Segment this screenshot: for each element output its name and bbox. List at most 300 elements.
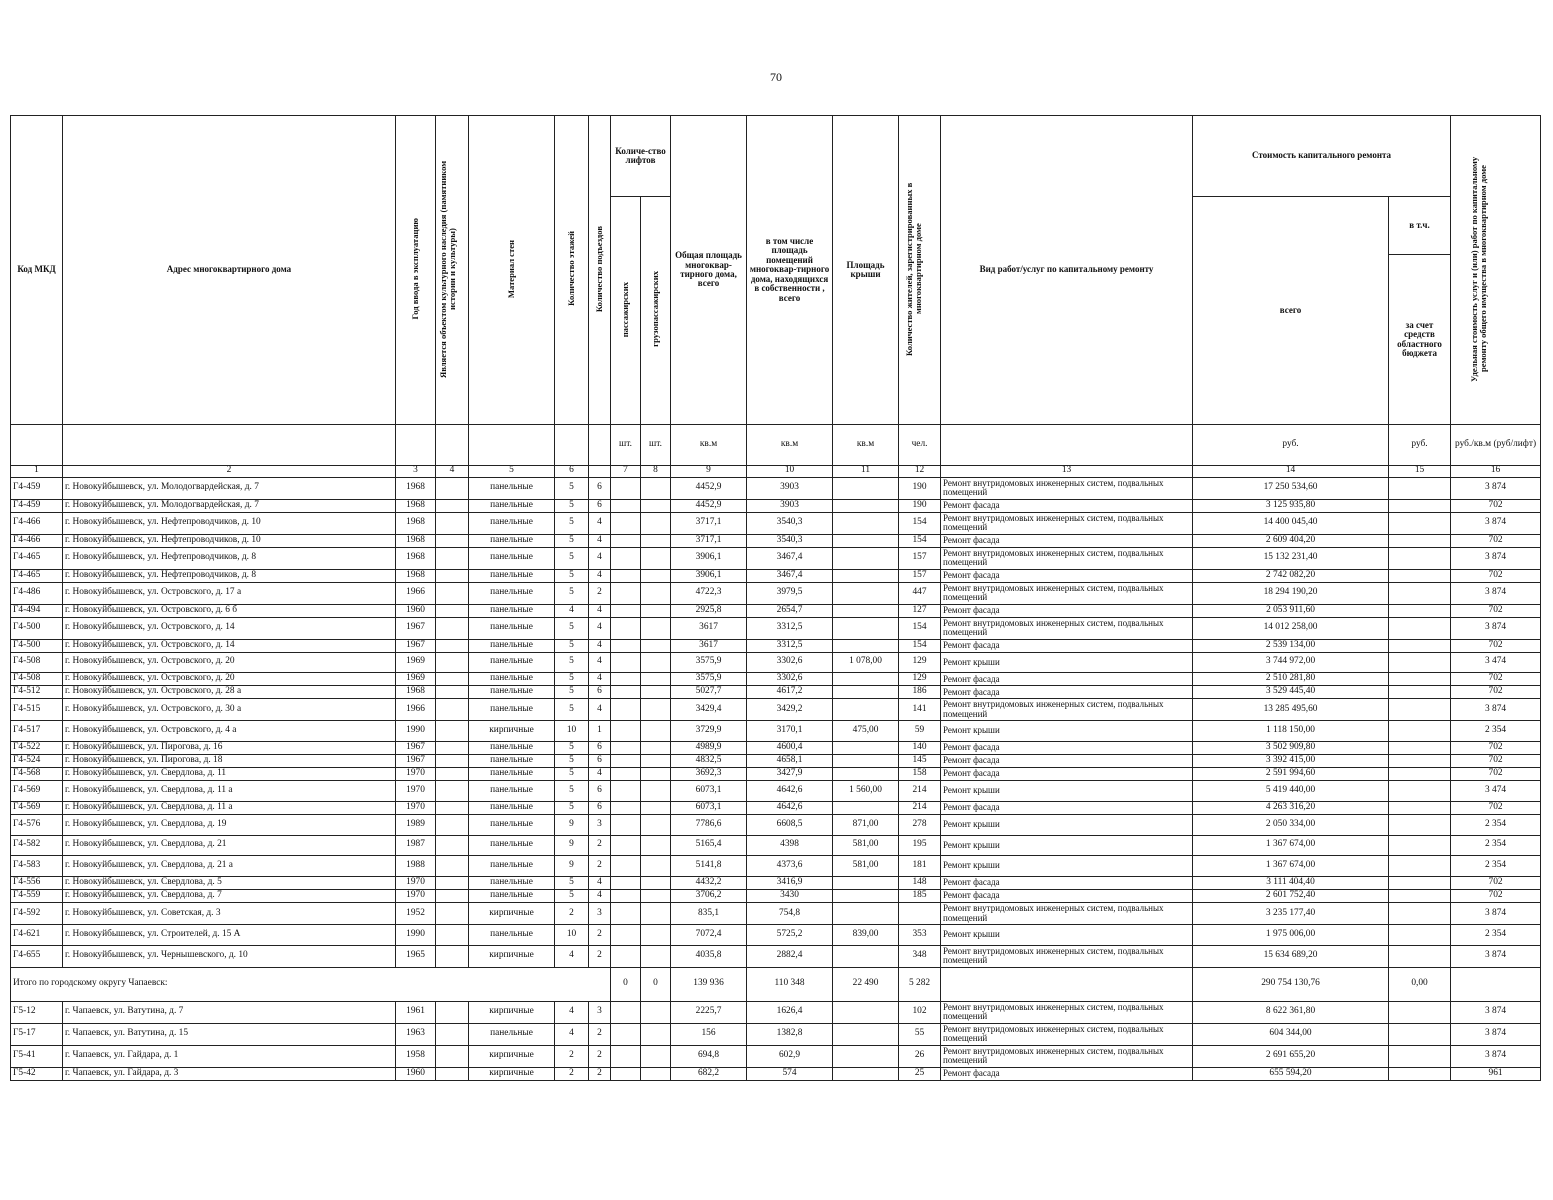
cell-code: Г4-459 bbox=[11, 477, 63, 499]
cell-unit-cost: 3 474 bbox=[1451, 781, 1541, 802]
cell-unit-cost: 3 874 bbox=[1451, 477, 1541, 499]
cell-lifts-cargo bbox=[641, 686, 671, 699]
cell-cost-total: 655 594,20 bbox=[1193, 1067, 1389, 1080]
cell-lifts-pass bbox=[611, 1045, 641, 1067]
cell-code: Г4-494 bbox=[11, 604, 63, 617]
cell-entrances: 4 bbox=[589, 877, 611, 890]
cell-lifts-pass bbox=[611, 925, 641, 946]
unit-cost-total: руб. bbox=[1193, 425, 1389, 466]
cell-year: 1965 bbox=[396, 945, 436, 967]
cell-work: Ремонт крыши bbox=[941, 856, 1193, 877]
cell-entrances: 4 bbox=[589, 569, 611, 582]
cell-roof-area bbox=[833, 617, 899, 639]
hdr-code: Код МКД bbox=[11, 116, 63, 425]
cell-unit-cost: 702 bbox=[1451, 673, 1541, 686]
cell-premises-area: 3903 bbox=[747, 499, 833, 512]
cell-floors: 5 bbox=[555, 755, 589, 768]
cell-code: Г4-459 bbox=[11, 499, 63, 512]
cell-roof-area: 1 560,00 bbox=[833, 781, 899, 802]
cell-year: 1987 bbox=[396, 835, 436, 856]
cell-address: г. Новокуйбышевск, ул. Советская, д. 3 bbox=[63, 903, 396, 925]
cell-walls: панельные bbox=[469, 925, 555, 946]
cell-work: Ремонт фасада bbox=[941, 801, 1193, 814]
cell-total-area: 7786,6 bbox=[671, 814, 747, 835]
cell-roof-area bbox=[833, 604, 899, 617]
cell-cost-total: 3 502 909,80 bbox=[1193, 742, 1389, 755]
cell-cost-total: 13 285 495,60 bbox=[1193, 699, 1389, 721]
cell-residents: 127 bbox=[899, 604, 941, 617]
column-number bbox=[589, 465, 611, 477]
cell-premises-area: 754,8 bbox=[747, 903, 833, 925]
cell-premises-area: 3467,4 bbox=[747, 547, 833, 569]
cell-total-area: 4452,9 bbox=[671, 477, 747, 499]
cell-address: г. Новокуйбышевск, ул. Пирогова, д. 18 bbox=[63, 755, 396, 768]
cell-heritage bbox=[436, 742, 469, 755]
total-label: Итого по городскому округу Чапаевск: bbox=[11, 967, 611, 1001]
cell-residents: 145 bbox=[899, 755, 941, 768]
cell-entrances: 2 bbox=[589, 582, 611, 604]
cell-roof-area bbox=[833, 673, 899, 686]
cell-residents bbox=[899, 903, 941, 925]
cell-floors: 2 bbox=[555, 1067, 589, 1080]
cell-floors: 5 bbox=[555, 512, 589, 534]
cell-work: Ремонт внутридомовых инженерных систем, подвальных помещений bbox=[941, 1001, 1193, 1023]
cell-heritage bbox=[436, 835, 469, 856]
cell-floors: 5 bbox=[555, 699, 589, 721]
cell-residents: 59 bbox=[899, 721, 941, 742]
cell-code: Г4-592 bbox=[11, 903, 63, 925]
cell-code: Г4-466 bbox=[11, 534, 63, 547]
cell-heritage bbox=[436, 877, 469, 890]
cell-roof-area bbox=[833, 547, 899, 569]
table-row bbox=[11, 856, 1541, 877]
cell-work: Ремонт внутридомовых инженерных систем, подвальных помещений bbox=[941, 582, 1193, 604]
cell-unit-cost: 3 874 bbox=[1451, 582, 1541, 604]
cell-entrances: 4 bbox=[589, 604, 611, 617]
cell-floors: 5 bbox=[555, 639, 589, 652]
cell-lifts-cargo bbox=[641, 617, 671, 639]
cell-walls: кирпичные bbox=[469, 1001, 555, 1023]
cell-year: 1958 bbox=[396, 1045, 436, 1067]
cell-lifts-pass bbox=[611, 673, 641, 686]
cell-regional bbox=[1389, 569, 1451, 582]
cell-premises-area: 2882,4 bbox=[747, 945, 833, 967]
cell-cost-total: 3 111 404,40 bbox=[1193, 877, 1389, 890]
cell-unit-cost: 702 bbox=[1451, 801, 1541, 814]
cell-lifts-pass bbox=[611, 512, 641, 534]
cell-year: 1968 bbox=[396, 686, 436, 699]
cell-address: г. Новокуйбышевск, ул. Пирогова, д. 16 bbox=[63, 742, 396, 755]
cell-walls: панельные bbox=[469, 686, 555, 699]
cell-walls: кирпичные bbox=[469, 1067, 555, 1080]
cell-roof-area bbox=[833, 499, 899, 512]
cell-walls: панельные bbox=[469, 890, 555, 903]
cell-address: г. Чапаевск, ул. Гайдара, д. 1 bbox=[63, 1045, 396, 1067]
cell-residents: 129 bbox=[899, 673, 941, 686]
cell-year: 1970 bbox=[396, 801, 436, 814]
cell-heritage bbox=[436, 1001, 469, 1023]
cell-lifts-pass bbox=[611, 755, 641, 768]
cell-year: 1963 bbox=[396, 1023, 436, 1045]
cell-cost-total: 1 367 674,00 bbox=[1193, 856, 1389, 877]
cell-walls: панельные bbox=[469, 877, 555, 890]
cell-walls: панельные bbox=[469, 547, 555, 569]
cell-total-area: 3906,1 bbox=[671, 569, 747, 582]
cell-residents: 154 bbox=[899, 639, 941, 652]
cell-code: Г4-569 bbox=[11, 781, 63, 802]
cell-floors: 5 bbox=[555, 652, 589, 673]
cell-walls: панельные bbox=[469, 781, 555, 802]
cell-lifts-pass bbox=[611, 652, 641, 673]
cell-lifts-cargo bbox=[641, 768, 671, 781]
column-number: 7 bbox=[611, 465, 641, 477]
cell-regional bbox=[1389, 856, 1451, 877]
cell-residents: 157 bbox=[899, 569, 941, 582]
cell-entrances: 6 bbox=[589, 755, 611, 768]
cell-heritage bbox=[436, 945, 469, 967]
cell-lifts-pass bbox=[611, 945, 641, 967]
cell-unit-cost: 702 bbox=[1451, 686, 1541, 699]
cell-entrances: 2 bbox=[589, 856, 611, 877]
cell-residents: 185 bbox=[899, 890, 941, 903]
cell-unit-cost: 702 bbox=[1451, 499, 1541, 512]
cell-code: Г4-621 bbox=[11, 925, 63, 946]
cell-work: Ремонт внутридомовых инженерных систем, подвальных помещений bbox=[941, 699, 1193, 721]
cell-premises-area: 4617,2 bbox=[747, 686, 833, 699]
cell-year: 1968 bbox=[396, 477, 436, 499]
cell-roof-area bbox=[833, 686, 899, 699]
cell-year: 1969 bbox=[396, 673, 436, 686]
cell-lifts-cargo bbox=[641, 814, 671, 835]
cell-total-area: 2925,8 bbox=[671, 604, 747, 617]
cell-address: г. Новокуйбышевск, ул. Строителей, д. 15 А bbox=[63, 925, 396, 946]
table-row bbox=[11, 1023, 1541, 1045]
column-number: 9 bbox=[671, 465, 747, 477]
cell-address: г. Новокуйбышевск, ул. Свердлова, д. 11 bbox=[63, 768, 396, 781]
cell-total-area: 6073,1 bbox=[671, 801, 747, 814]
cell-total-area: 3575,9 bbox=[671, 652, 747, 673]
cell-cost-total: 15 132 231,40 bbox=[1193, 547, 1389, 569]
cell-entrances: 2 bbox=[589, 1045, 611, 1067]
cell-address: г. Чапаевск, ул. Гайдара, д. 3 bbox=[63, 1067, 396, 1080]
table-row bbox=[11, 499, 1541, 512]
cell-regional bbox=[1389, 755, 1451, 768]
cell-roof-area bbox=[833, 1001, 899, 1023]
cell-unit-cost: 702 bbox=[1451, 890, 1541, 903]
cell-residents: 214 bbox=[899, 801, 941, 814]
cell-floors: 5 bbox=[555, 801, 589, 814]
hdr-cost-total: всего bbox=[1193, 197, 1389, 425]
cell-cost-total: 2 609 404,20 bbox=[1193, 534, 1389, 547]
column-number-row bbox=[11, 465, 1541, 477]
cell-lifts-cargo bbox=[641, 547, 671, 569]
cell-year: 1966 bbox=[396, 699, 436, 721]
cell-roof-area: 839,00 bbox=[833, 925, 899, 946]
cell-walls: панельные bbox=[469, 512, 555, 534]
cell-heritage bbox=[436, 1067, 469, 1080]
cell-address: г. Новокуйбышевск, ул. Островского, д. 20 bbox=[63, 652, 396, 673]
cell-code: Г4-569 bbox=[11, 801, 63, 814]
cell-roof-area: 581,00 bbox=[833, 835, 899, 856]
cell-year: 1968 bbox=[396, 512, 436, 534]
cell-residents: 157 bbox=[899, 547, 941, 569]
cell-lifts-cargo bbox=[641, 1067, 671, 1080]
cell-year: 1960 bbox=[396, 604, 436, 617]
cell-regional bbox=[1389, 925, 1451, 946]
table-row bbox=[11, 1067, 1541, 1080]
cell-heritage bbox=[436, 856, 469, 877]
cell-premises-area: 4642,6 bbox=[747, 781, 833, 802]
cell-walls: панельные bbox=[469, 856, 555, 877]
cell-lifts-cargo bbox=[641, 945, 671, 967]
cell-address: г. Новокуйбышевск, ул. Островского, д. 4 а bbox=[63, 721, 396, 742]
cell-lifts-cargo bbox=[641, 673, 671, 686]
cell-address: г. Новокуйбышевск, ул. Свердлова, д. 11 а bbox=[63, 801, 396, 814]
cell-code: Г4-508 bbox=[11, 652, 63, 673]
cell-address: г. Новокуйбышевск, ул. Островского, д. 6 б bbox=[63, 604, 396, 617]
cell-walls: панельные bbox=[469, 801, 555, 814]
cell-heritage bbox=[436, 639, 469, 652]
table-row bbox=[11, 639, 1541, 652]
total-area: 139 936 bbox=[671, 967, 747, 1001]
cell-address: г. Новокуйбышевск, ул. Нефтепроводчиков, д. 8 bbox=[63, 547, 396, 569]
cell-entrances: 3 bbox=[589, 903, 611, 925]
cell-residents: 195 bbox=[899, 835, 941, 856]
column-number: 10 bbox=[747, 465, 833, 477]
cell-lifts-cargo bbox=[641, 534, 671, 547]
cell-entrances: 2 bbox=[589, 1023, 611, 1045]
cell-floors: 5 bbox=[555, 477, 589, 499]
cell-residents: 141 bbox=[899, 699, 941, 721]
cell-year: 1960 bbox=[396, 1067, 436, 1080]
cell-total-area: 156 bbox=[671, 1023, 747, 1045]
cell-walls: панельные bbox=[469, 569, 555, 582]
cell-heritage bbox=[436, 814, 469, 835]
cell-premises-area: 3979,5 bbox=[747, 582, 833, 604]
cell-code: Г5-12 bbox=[11, 1001, 63, 1023]
cell-lifts-pass bbox=[611, 1001, 641, 1023]
cell-code: Г4-515 bbox=[11, 699, 63, 721]
page-number: 70 bbox=[770, 70, 782, 84]
cell-cost-total: 3 529 445,40 bbox=[1193, 686, 1389, 699]
cell-lifts-pass bbox=[611, 1067, 641, 1080]
cell-lifts-pass bbox=[611, 569, 641, 582]
cell-premises-area: 3467,4 bbox=[747, 569, 833, 582]
cell-walls: панельные bbox=[469, 699, 555, 721]
cell-heritage bbox=[436, 781, 469, 802]
cell-floors: 5 bbox=[555, 547, 589, 569]
cell-total-area: 3617 bbox=[671, 617, 747, 639]
cell-residents: 190 bbox=[899, 477, 941, 499]
cell-address: г. Новокуйбышевск, ул. Свердлова, д. 21 а bbox=[63, 856, 396, 877]
cell-unit-cost: 702 bbox=[1451, 534, 1541, 547]
cell-total-area: 6073,1 bbox=[671, 781, 747, 802]
hdr-residents: Количество жителей, зарегистрированных в многоквартирном доме bbox=[903, 182, 923, 356]
cell-premises-area: 4642,6 bbox=[747, 801, 833, 814]
hdr-roof-area: Площадь крыши bbox=[833, 116, 899, 425]
cell-roof-area bbox=[833, 945, 899, 967]
cell-floors: 5 bbox=[555, 499, 589, 512]
cell-year: 1968 bbox=[396, 534, 436, 547]
cell-work: Ремонт фасада bbox=[941, 1067, 1193, 1080]
cell-walls: панельные bbox=[469, 639, 555, 652]
cell-walls: панельные bbox=[469, 477, 555, 499]
cell-work: Ремонт крыши bbox=[941, 781, 1193, 802]
total-premises-area: 110 348 bbox=[747, 967, 833, 1001]
cell-work: Ремонт крыши bbox=[941, 925, 1193, 946]
total-cost: 290 754 130,76 bbox=[1193, 967, 1389, 1001]
cell-heritage bbox=[436, 534, 469, 547]
cell-total-area: 5141,8 bbox=[671, 856, 747, 877]
cell-year: 1970 bbox=[396, 768, 436, 781]
cell-cost-total: 2 053 911,60 bbox=[1193, 604, 1389, 617]
cell-walls: кирпичные bbox=[469, 903, 555, 925]
cell-walls: панельные bbox=[469, 617, 555, 639]
table-row bbox=[11, 582, 1541, 604]
cell-unit-cost: 702 bbox=[1451, 768, 1541, 781]
cell-lifts-pass bbox=[611, 890, 641, 903]
cell-premises-area: 3427,9 bbox=[747, 768, 833, 781]
cell-residents: 154 bbox=[899, 534, 941, 547]
cell-work: Ремонт фасада bbox=[941, 755, 1193, 768]
hdr-lifts: Количе-ство лифтов bbox=[611, 116, 671, 197]
column-number: 14 bbox=[1193, 465, 1389, 477]
cell-unit-cost: 2 354 bbox=[1451, 856, 1541, 877]
cell-floors: 4 bbox=[555, 604, 589, 617]
cell-total-area: 3429,4 bbox=[671, 699, 747, 721]
cell-heritage bbox=[436, 477, 469, 499]
cell-roof-area: 581,00 bbox=[833, 856, 899, 877]
cell-code: Г4-517 bbox=[11, 721, 63, 742]
table-body bbox=[11, 477, 1541, 1080]
cell-lifts-pass bbox=[611, 499, 641, 512]
cell-cost-total: 2 510 281,80 bbox=[1193, 673, 1389, 686]
cell-lifts-cargo bbox=[641, 925, 671, 946]
cell-code: Г4-522 bbox=[11, 742, 63, 755]
cell-cost-total: 8 622 361,80 bbox=[1193, 1001, 1389, 1023]
cell-premises-area: 3903 bbox=[747, 477, 833, 499]
cell-unit-cost: 3 874 bbox=[1451, 1023, 1541, 1045]
cell-lifts-cargo bbox=[641, 835, 671, 856]
hdr-premises-area: в том числе площадь помещений многоквар-тирного дома, находящихся в собственности , всего bbox=[747, 116, 833, 425]
cell-lifts-cargo bbox=[641, 1001, 671, 1023]
cell-premises-area: 3170,1 bbox=[747, 721, 833, 742]
cell-heritage bbox=[436, 699, 469, 721]
cell-floors: 5 bbox=[555, 742, 589, 755]
cell-walls: панельные bbox=[469, 835, 555, 856]
cell-residents: 353 bbox=[899, 925, 941, 946]
cell-lifts-pass bbox=[611, 742, 641, 755]
cell-floors: 5 bbox=[555, 890, 589, 903]
cell-lifts-cargo bbox=[641, 512, 671, 534]
cell-work: Ремонт фасада bbox=[941, 686, 1193, 699]
cell-total-area: 3717,1 bbox=[671, 512, 747, 534]
cell-lifts-pass bbox=[611, 477, 641, 499]
cell-work: Ремонт фасада bbox=[941, 768, 1193, 781]
cell-cost-total: 2 539 134,00 bbox=[1193, 639, 1389, 652]
cell-work: Ремонт фасада bbox=[941, 742, 1193, 755]
cell-lifts-pass bbox=[611, 835, 641, 856]
cell-regional bbox=[1389, 1001, 1451, 1023]
cell-unit-cost: 3 874 bbox=[1451, 512, 1541, 534]
cell-cost-total: 15 634 689,20 bbox=[1193, 945, 1389, 967]
cell-heritage bbox=[436, 925, 469, 946]
cell-regional bbox=[1389, 1067, 1451, 1080]
cell-lifts-cargo bbox=[641, 1045, 671, 1067]
cell-lifts-cargo bbox=[641, 477, 671, 499]
cell-total-area: 3692,3 bbox=[671, 768, 747, 781]
cell-regional bbox=[1389, 499, 1451, 512]
cell-entrances: 6 bbox=[589, 499, 611, 512]
unit-roof-area: кв.м bbox=[833, 425, 899, 466]
cell-heritage bbox=[436, 890, 469, 903]
total-unit bbox=[1451, 967, 1541, 1001]
cell-unit-cost: 3 874 bbox=[1451, 547, 1541, 569]
cell-floors: 5 bbox=[555, 781, 589, 802]
cell-floors: 2 bbox=[555, 1045, 589, 1067]
cell-entrances: 6 bbox=[589, 742, 611, 755]
cell-code: Г4-508 bbox=[11, 673, 63, 686]
cell-roof-area bbox=[833, 903, 899, 925]
cell-residents: 158 bbox=[899, 768, 941, 781]
cell-address: г. Новокуйбышевск, ул. Молодогвардейская, д. 7 bbox=[63, 477, 396, 499]
cell-address: г. Новокуйбышевск, ул. Свердлова, д. 21 bbox=[63, 835, 396, 856]
cell-entrances: 4 bbox=[589, 890, 611, 903]
cell-unit-cost: 702 bbox=[1451, 569, 1541, 582]
cell-premises-area: 4373,6 bbox=[747, 856, 833, 877]
column-number: 2 bbox=[63, 465, 396, 477]
cell-work: Ремонт фасада bbox=[941, 890, 1193, 903]
cell-floors: 5 bbox=[555, 768, 589, 781]
column-number: 1 bbox=[11, 465, 63, 477]
cell-unit-cost: 2 354 bbox=[1451, 835, 1541, 856]
column-number: 5 bbox=[469, 465, 555, 477]
cell-cost-total: 2 050 334,00 bbox=[1193, 814, 1389, 835]
hdr-address: Адрес многоквартирного дома bbox=[63, 116, 396, 425]
cell-lifts-pass bbox=[611, 768, 641, 781]
cell-total-area: 3729,9 bbox=[671, 721, 747, 742]
cell-entrances: 2 bbox=[589, 925, 611, 946]
cell-total-area: 3617 bbox=[671, 639, 747, 652]
cell-premises-area: 574 bbox=[747, 1067, 833, 1080]
cell-lifts-cargo bbox=[641, 856, 671, 877]
cell-regional bbox=[1389, 639, 1451, 652]
cell-heritage bbox=[436, 499, 469, 512]
cell-total-area: 2225,7 bbox=[671, 1001, 747, 1023]
cell-year: 1990 bbox=[396, 721, 436, 742]
cell-walls: панельные bbox=[469, 742, 555, 755]
total-row bbox=[11, 967, 1541, 1001]
cell-code: Г4-524 bbox=[11, 755, 63, 768]
cell-roof-area bbox=[833, 582, 899, 604]
cell-walls: панельные bbox=[469, 673, 555, 686]
cell-year: 1961 bbox=[396, 1001, 436, 1023]
cell-total-area: 4452,9 bbox=[671, 499, 747, 512]
cell-unit-cost: 702 bbox=[1451, 639, 1541, 652]
cell-lifts-cargo bbox=[641, 721, 671, 742]
cell-year: 1968 bbox=[396, 499, 436, 512]
cell-lifts-pass bbox=[611, 547, 641, 569]
cell-unit-cost: 702 bbox=[1451, 755, 1541, 768]
cell-roof-area bbox=[833, 877, 899, 890]
cell-roof-area bbox=[833, 512, 899, 534]
unit-premises-area: кв.м bbox=[747, 425, 833, 466]
cell-entrances: 3 bbox=[589, 814, 611, 835]
cell-total-area: 3906,1 bbox=[671, 547, 747, 569]
hdr-heritage: Является объектом культурного наследия (памятником истории и культуры) bbox=[438, 160, 458, 378]
cell-lifts-pass bbox=[611, 617, 641, 639]
cell-year: 1970 bbox=[396, 781, 436, 802]
